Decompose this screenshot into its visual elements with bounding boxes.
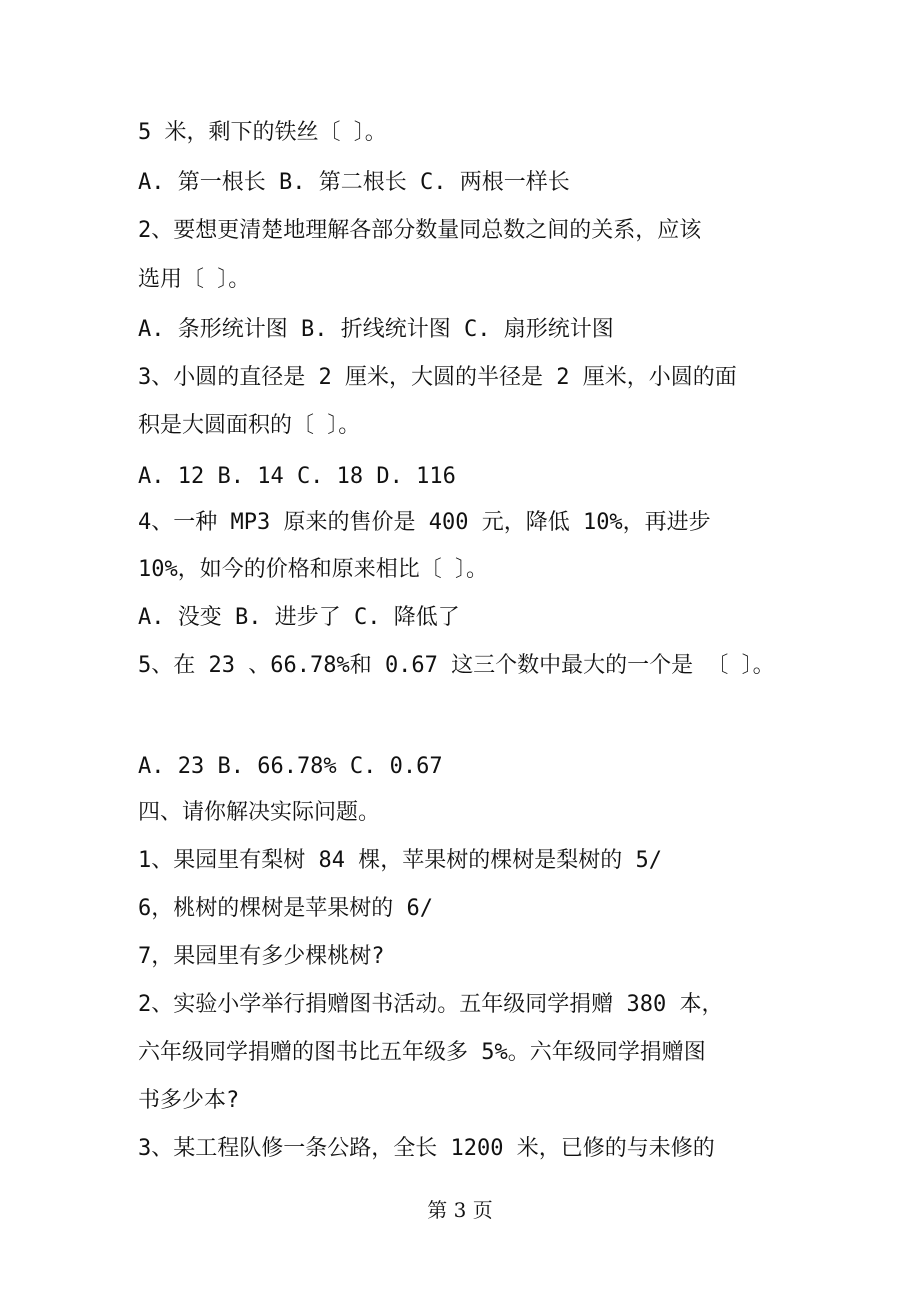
options-line: A. 12 B. 14 C. 18 D. 116: [138, 464, 456, 489]
question-line: 5、在 23 、66.78%和 0.67 这三个数中最大的一个是 〔 〕。: [138, 653, 775, 678]
text-line: 5 米，剩下的铁丝〔 〕。: [138, 120, 387, 145]
question-line: 1、果园里有梨树 84 棵，苹果树的棵树是梨树的 5/: [138, 848, 662, 873]
options-line: A. 23 B. 66.78% C. 0.67: [138, 754, 443, 779]
question-line: 3、小圆的直径是 2 厘米，大圆的半径是 2 厘米，小圆的面: [138, 365, 737, 390]
options-line: A. 没变 B. 进步了 C. 降低了: [138, 605, 460, 630]
text-line: 6，桃树的棵树是苹果树的 6/: [138, 896, 433, 921]
question-line: 2、要想更清楚地理解各部分数量同总数之间的关系，应该: [138, 218, 702, 243]
question-line: 3、某工程队修一条公路，全长 1200 米，已修的与未修的: [138, 1136, 715, 1161]
question-line: 2、实验小学举行捐赠图书活动。五年级同学捐赠 380 本，: [138, 992, 724, 1017]
options-line: A. 条形统计图 B. 折线统计图 C. 扇形统计图: [138, 317, 614, 342]
text-line: 六年级同学捐赠的图书比五年级多 5%。六年级同学捐赠图: [138, 1040, 706, 1065]
text-line: 7，果园里有多少棵桃树?: [138, 944, 385, 969]
text-line: 选用〔 〕。: [138, 267, 251, 292]
question-line: 4、一种 MP3 原来的售价是 400 元，降低 10%，再进步: [138, 510, 711, 535]
text-line: 书多少本?: [138, 1088, 240, 1113]
page-number: 第 3 页: [427, 1198, 493, 1222]
text-line: 10%，如今的价格和原来相比〔 〕。: [138, 557, 488, 582]
section-heading: 四、请你解决实际问题。: [138, 800, 381, 825]
options-line: A. 第一根长 B. 第二根长 C. 两根一样长: [138, 170, 570, 195]
text-line: 积是大圆面积的〔 〕。: [138, 413, 361, 438]
